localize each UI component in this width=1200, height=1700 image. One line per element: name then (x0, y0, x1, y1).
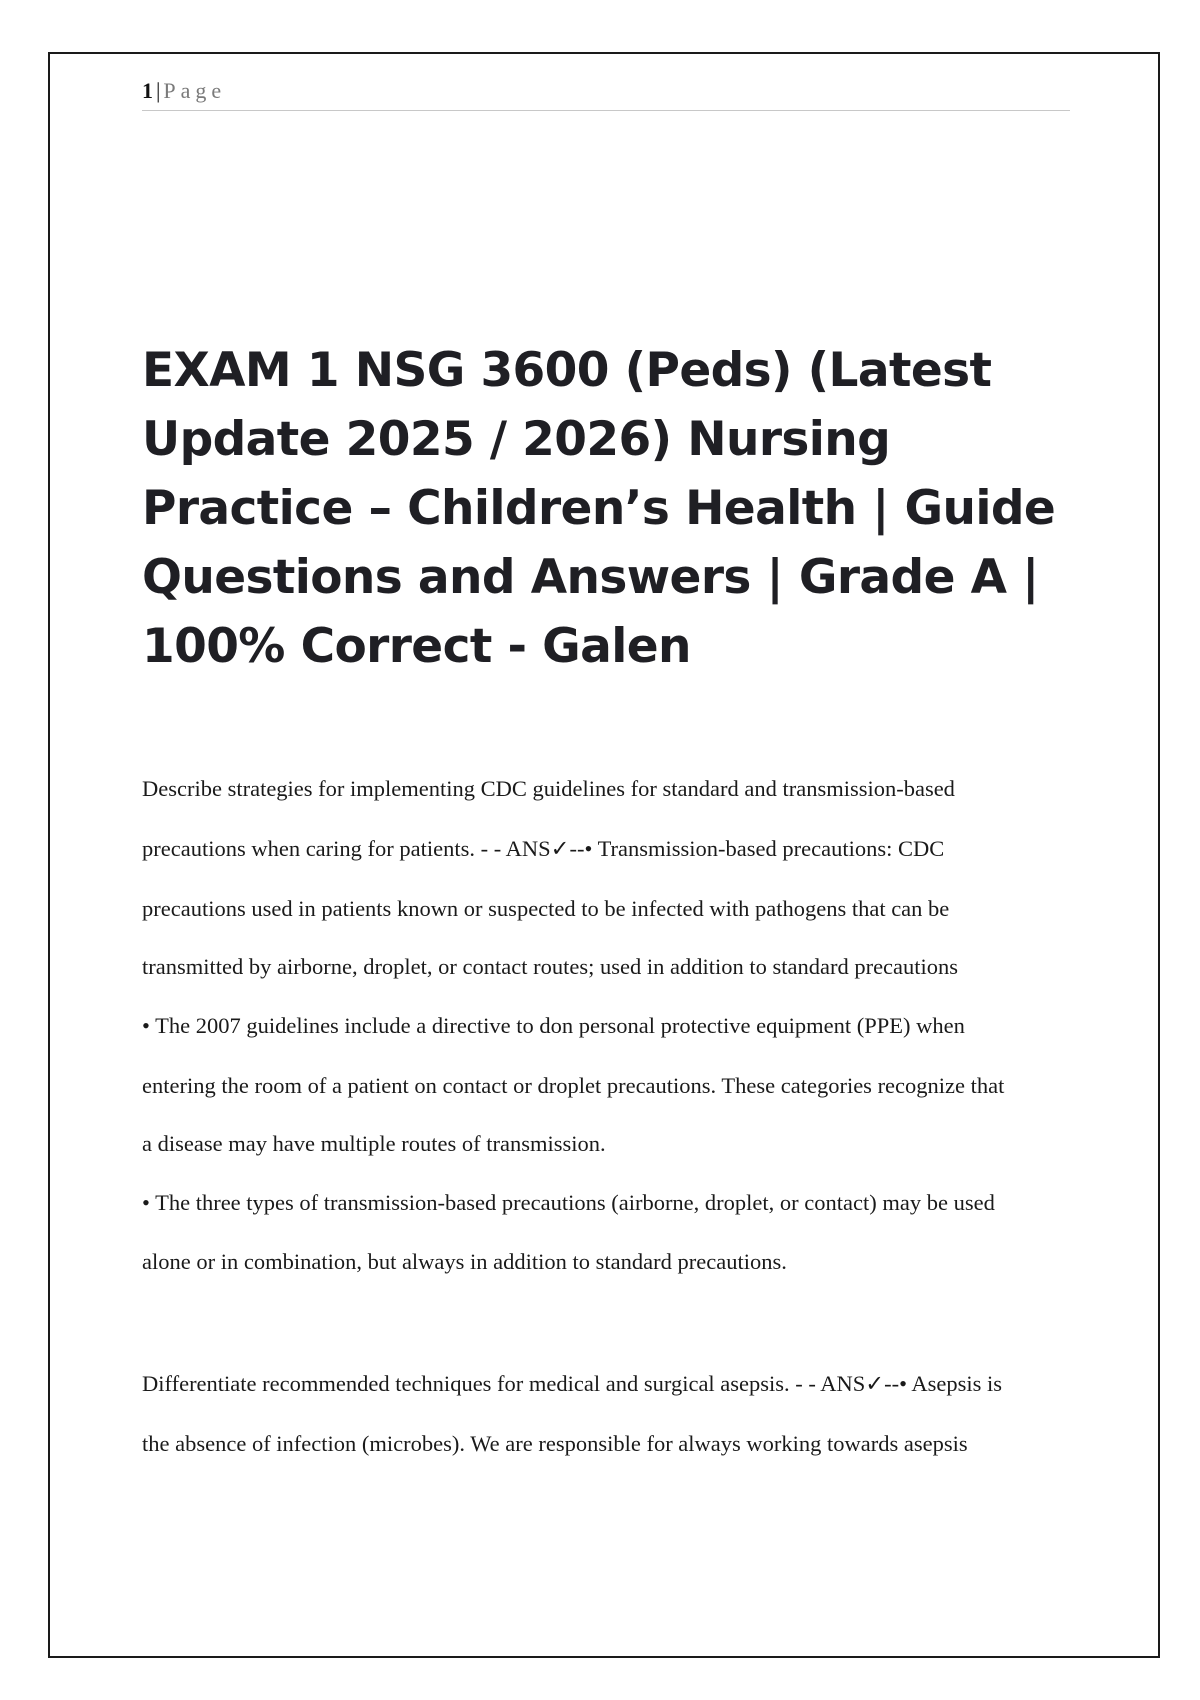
page-header-separator: | (156, 78, 161, 103)
page-number: 1 (142, 78, 153, 103)
text-line: • The three types of transmission-based precautions (airborne, droplet, or contact) may be used (142, 1190, 995, 1215)
text-line: entering the room of a patient on contact or droplet precautions. These categories recognize that (142, 1073, 1005, 1098)
text-line: the absence of infection (microbes). We are responsible for always working towards asepsis (142, 1431, 968, 1456)
text-line: precautions when caring for patients. - - ANS✓--• Transmission-based precautions: CDC (142, 836, 945, 861)
text-line: Differentiate recommended techniques for medical and surgical asepsis. - - ANS✓--• Asepsis is (142, 1371, 1003, 1396)
text-line: • The 2007 guidelines include a directive to don personal protective equipment (PPE) when (142, 1013, 965, 1038)
text-line: precautions used in patients known or suspected to be infected with pathogens that can be (142, 896, 950, 921)
page-label: Page (163, 78, 227, 103)
text-line: a disease may have multiple routes of transmission. (142, 1131, 606, 1156)
text-line: transmitted by airborne, droplet, or contact routes; used in addition to standard precautions (142, 954, 959, 979)
text-line: Describe strategies for implementing CDC guidelines for standard and transmission-based (142, 776, 955, 801)
document-title: EXAM 1 NSG 3600 (Peds) (Latest Update 2025 / 2026) Nursing Practice – Children’s Health | Guide Questions and Answers | Grade A | 100% Correct - Galen (142, 343, 1056, 674)
page-header (142, 78, 1070, 111)
text-line: alone or in combination, but always in addition to standard precautions. (142, 1249, 787, 1274)
